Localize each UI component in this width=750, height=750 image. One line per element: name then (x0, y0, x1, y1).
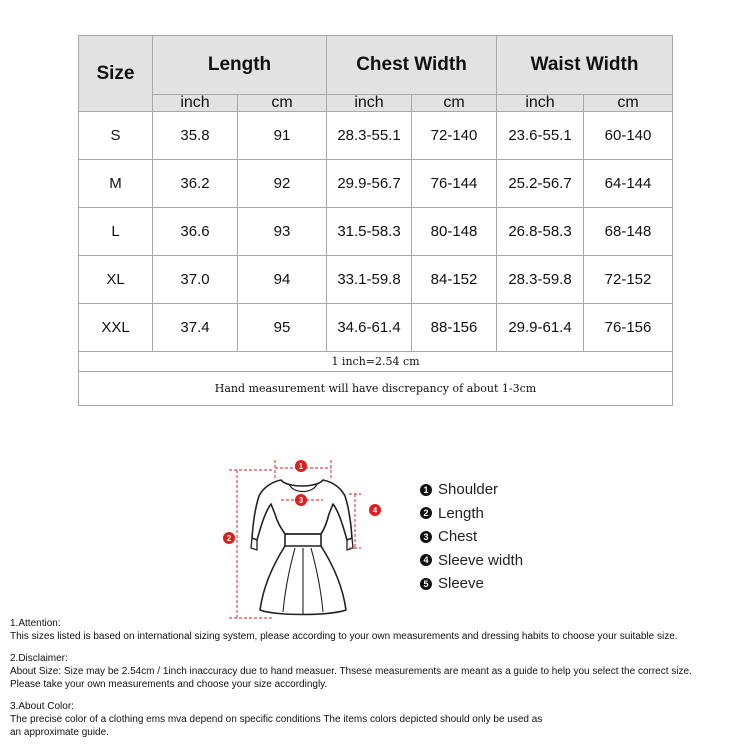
legend-item (420, 572, 523, 596)
attention-note (10, 617, 745, 643)
legend-label: Length (438, 504, 484, 522)
unit-length-cm: cm (238, 95, 327, 112)
unit-chest-cm: cm (412, 95, 497, 112)
table-row (79, 112, 673, 160)
chest-inch-cell: 29.9-56.7 (327, 160, 412, 208)
size-cell: S (79, 112, 153, 160)
length-inch-cell: 36.2 (153, 160, 238, 208)
legend-label: Sleeve (438, 575, 484, 592)
waist-inch-cell: 25.2-56.7 (497, 160, 584, 208)
waist-inch-cell: 29.9-61.4 (497, 304, 584, 352)
number-badge-icon: 3 (420, 531, 432, 543)
table-header-row (79, 36, 673, 95)
conversion-note: 1 inch=2.54 cm (79, 352, 673, 372)
size-cell: L (79, 208, 153, 256)
size-cell: M (79, 160, 153, 208)
measurement-legend (420, 478, 523, 596)
length-cm-cell: 93 (238, 208, 327, 256)
length-inch-cell: 36.6 (153, 208, 238, 256)
waist-inch-cell: 23.6-55.1 (497, 112, 584, 160)
number-badge-icon: 1 (420, 484, 432, 496)
unit-row (79, 95, 673, 112)
table-row (79, 304, 673, 352)
legend-label: Chest (438, 528, 478, 545)
chest-inch-cell: 28.3-55.1 (327, 112, 412, 160)
size-chart-table (78, 35, 673, 406)
chest-cm-cell: 84-152 (412, 256, 497, 304)
header-waist-width: Waist Width (497, 36, 673, 95)
waist-inch-cell: 26.8-58.3 (497, 208, 584, 256)
legend-item (420, 549, 523, 573)
marker-shoulder (295, 460, 307, 472)
waist-cm-cell: 64-144 (584, 160, 673, 208)
length-cm-cell: 92 (238, 160, 327, 208)
color-text: an approximate guide. (10, 727, 109, 738)
length-cm-cell: 95 (238, 304, 327, 352)
unit-length-inch: inch (153, 95, 238, 112)
chest-cm-cell: 88-156 (412, 304, 497, 352)
dress-measurement-diagram (215, 448, 390, 623)
chest-inch-cell: 33.1-59.8 (327, 256, 412, 304)
legend-label: Sleeve width (438, 551, 524, 569)
svg-text:3: 3 (298, 496, 304, 505)
color-title: 3.About Color: (10, 701, 74, 712)
length-cm-cell: 94 (238, 256, 327, 304)
waist-cm-cell: 60-140 (584, 112, 673, 160)
color-text: The precise color of a clothing ems mva depend on specific conditions The items colors depicted should only be used as (10, 714, 543, 725)
svg-text:4: 4 (372, 506, 378, 515)
waist-cm-cell: 76-156 (584, 304, 673, 352)
header-chest-width: Chest Width (327, 36, 497, 95)
marker-length (223, 532, 235, 544)
marker-chest (295, 494, 307, 506)
size-cell: XL (79, 256, 153, 304)
measurement-row (79, 372, 673, 406)
chest-inch-cell: 31.5-58.3 (327, 208, 412, 256)
chest-cm-cell: 76-144 (412, 160, 497, 208)
length-cm-cell: 91 (238, 112, 327, 160)
chest-inch-cell: 34.6-61.4 (327, 304, 412, 352)
length-inch-cell: 35.8 (153, 112, 238, 160)
chest-cm-cell: 80-148 (412, 208, 497, 256)
svg-text:2: 2 (226, 534, 232, 543)
size-cell: XXL (79, 304, 153, 352)
unit-chest-inch: inch (327, 95, 412, 112)
disclaimer-text: About Size: Size may be 2.54cm / 1inch inaccuracy due to hand measuer. Thsese measurements are meant as a guide to help you select the correct size. (10, 666, 692, 677)
table-row (79, 256, 673, 304)
unit-waist-inch: inch (497, 95, 584, 112)
waist-inch-cell: 28.3-59.8 (497, 256, 584, 304)
table-row (79, 160, 673, 208)
length-inch-cell: 37.0 (153, 256, 238, 304)
table-row (79, 208, 673, 256)
legend-item (420, 525, 523, 549)
length-inch-cell: 37.4 (153, 304, 238, 352)
number-badge-icon: 2 (420, 507, 432, 519)
marker-sleeve-width (369, 504, 381, 516)
disclaimer-text: Please take your own measurements and choose your size accordingly. (10, 679, 328, 690)
color-note (10, 700, 745, 739)
attention-title: 1.Attention: (10, 618, 61, 629)
legend-item (420, 478, 523, 502)
legend-item (420, 502, 523, 526)
measurement-note: Hand measurement will have discrepancy of about 1-3cm (79, 372, 673, 406)
number-badge-icon: 4 (420, 554, 432, 566)
disclaimer-note (10, 652, 745, 691)
notes-section (10, 617, 745, 748)
waist-cm-cell: 68-148 (584, 208, 673, 256)
number-badge-icon: 5 (420, 578, 432, 590)
conversion-row (79, 352, 673, 372)
attention-text: This sizes listed is based on international sizing system, please according to your own measurements and dressing habits to choose your suitable size. (10, 631, 678, 642)
measurement-lines (226, 460, 361, 618)
legend-label: Shoulder (438, 481, 499, 498)
header-length: Length (153, 36, 327, 95)
unit-waist-cm: cm (584, 95, 673, 112)
header-size: Size (79, 36, 153, 112)
chest-cm-cell: 72-140 (412, 112, 497, 160)
svg-text:1: 1 (298, 462, 304, 471)
waist-cm-cell: 72-152 (584, 256, 673, 304)
disclaimer-title: 2.Disclaimer: (10, 653, 68, 664)
